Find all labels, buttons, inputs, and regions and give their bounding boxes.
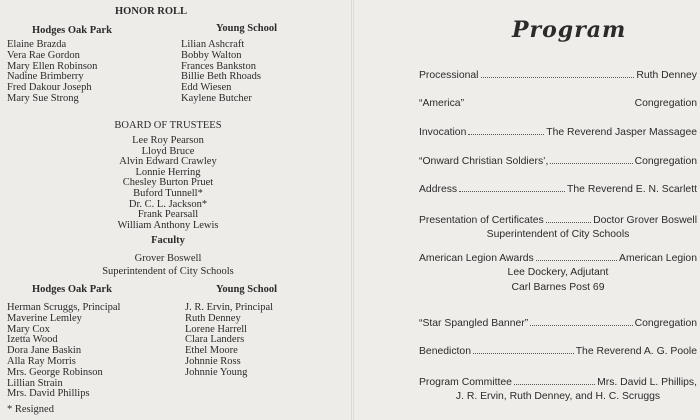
list-item: Dora Jane Baskin — [7, 345, 82, 357]
item-performer: American Legion — [619, 253, 697, 264]
list-item: Lorene Harrell — [185, 323, 248, 335]
item-performer: The Reverend Jasper Massagee — [546, 127, 697, 138]
list-item: Lonnie Herring — [135, 166, 201, 178]
leader-dots — [473, 353, 574, 354]
list-item: Billie Beth Rhoads — [181, 71, 261, 83]
list-item: Alvin Edward Crawley — [119, 156, 217, 168]
item-label: Presentation of Certificates — [419, 215, 544, 226]
honor-roll-title: HONOR ROLL — [115, 6, 188, 17]
right-panel — [354, 0, 700, 420]
leader-dots — [459, 191, 565, 192]
list-item: William Anthony Lewis — [117, 219, 219, 231]
program-item — [419, 377, 697, 402]
item-performer: The Reverend E. N. Scarlett — [567, 184, 697, 195]
honor-roll-col1-heading: Hodges Oak Park — [32, 25, 112, 36]
item-label: “Star Spangled Banner” — [419, 318, 529, 329]
list-item: Clara Landers — [185, 334, 245, 346]
list-item: Mary Cox — [7, 323, 50, 335]
item-performer: The Reverend A. G. Poole — [575, 346, 697, 357]
list-item: Frank Pearsall — [137, 209, 199, 221]
faculty-superintendent-title: Superintendent of City Schools — [102, 266, 234, 277]
leader-dots — [530, 325, 632, 326]
list-item: Lloyd Bruce — [141, 145, 195, 157]
item-performer: Congregation — [634, 318, 697, 329]
item-label: Program Committee — [419, 377, 512, 388]
list-item: Herman Scruggs, Principal — [7, 302, 121, 313]
leader-dots — [536, 260, 617, 261]
list-item: Chesley Burton Pruet — [122, 177, 214, 189]
item-label: Invocation — [419, 127, 467, 138]
item-label: “America” — [419, 98, 465, 109]
item-continuation: Carl Barnes Post 69 — [511, 282, 605, 293]
item-label: Processional — [419, 70, 479, 81]
list-item: Frances Bankston — [181, 60, 256, 72]
faculty-col2 — [185, 303, 273, 379]
program-title: Program — [512, 17, 627, 43]
list-item: Kaylene Butcher — [181, 92, 252, 104]
faculty-col1-heading: Hodges Oak Park — [32, 284, 112, 295]
list-item: Mary Ellen Robinson — [7, 60, 98, 72]
list-item: Maverine Lemley — [7, 312, 82, 324]
item-label: Address — [419, 184, 458, 195]
list-item: Vera Rae Gordon — [7, 49, 80, 61]
item-label: American Legion Awards — [419, 253, 534, 264]
honor-roll-col2 — [181, 40, 261, 105]
list-item: Bobby Walton — [181, 49, 242, 61]
list-item: Mrs. George Robinson — [7, 366, 103, 378]
list-item: Fred Dakour Joseph — [7, 82, 92, 94]
list-item: Alla Ray Morris — [7, 355, 76, 367]
program-item — [419, 98, 697, 109]
leader-dots — [468, 134, 544, 135]
faculty-col1 — [7, 303, 120, 400]
item-performer: Doctor Grover Boswell — [593, 215, 697, 226]
list-item: Ruth Denney — [185, 312, 241, 324]
program-item — [419, 156, 697, 167]
list-item: Johnnie Young — [185, 366, 248, 378]
item-continuation: Lee Dockery, Adjutant — [507, 267, 609, 278]
leader-dots — [550, 163, 632, 164]
honor-roll-col1 — [7, 40, 97, 105]
item-label: Benedicton — [419, 346, 471, 357]
program-item — [419, 127, 697, 138]
program-item — [419, 346, 697, 357]
program-item — [419, 253, 697, 293]
list-item: Ethel Moore — [185, 345, 238, 357]
list-item: Dr. C. L. Jackson* — [128, 198, 208, 210]
trustees-title: BOARD OF TRUSTEES — [114, 120, 222, 131]
program-item — [419, 184, 697, 195]
faculty-superintendent: Grover Boswell — [134, 253, 202, 264]
program-item — [419, 70, 697, 81]
item-label: “Onward Christian Soldiers’, — [419, 156, 549, 167]
leader-dots — [514, 384, 595, 385]
program-item — [419, 318, 697, 329]
item-performer: Mrs. David L. Phillips, — [597, 377, 697, 388]
faculty-col2-heading: Young School — [216, 284, 277, 295]
list-item: Elaine Brazda — [7, 39, 67, 50]
list-item: Lee Roy Pearson — [132, 135, 204, 146]
list-item: Nadine Brimberry — [7, 71, 84, 83]
list-item: Edd Wiesen — [181, 82, 232, 94]
list-item: Mary Sue Strong — [7, 92, 79, 104]
list-item: Mrs. David Phillips — [7, 388, 90, 400]
honor-roll-col2-heading: Young School — [216, 23, 277, 34]
leader-dots — [481, 77, 635, 78]
faculty-title: Faculty — [151, 235, 185, 246]
item-performer: Congregation — [634, 156, 697, 167]
item-performer: Ruth Denney — [636, 70, 697, 81]
list-item: Lillian Strain — [7, 377, 63, 389]
list-item: Buford Tunnell* — [133, 187, 203, 199]
item-continuation: J. R. Ervin, Ruth Denney, and H. C. Scruggs — [455, 391, 661, 402]
trustees-list — [0, 136, 336, 231]
item-performer: Congregation — [634, 98, 697, 109]
item-continuation: Superintendent of City Schools — [486, 229, 630, 240]
program-item — [419, 215, 697, 240]
list-item: J. R. Ervin, Principal — [185, 302, 274, 313]
list-item: Lilian Ashcraft — [181, 39, 245, 50]
footnote: * Resigned — [7, 404, 54, 415]
list-item: Izetta Wood — [7, 334, 58, 346]
leader-dots — [546, 222, 591, 223]
list-item: Johnnie Ross — [185, 355, 241, 367]
